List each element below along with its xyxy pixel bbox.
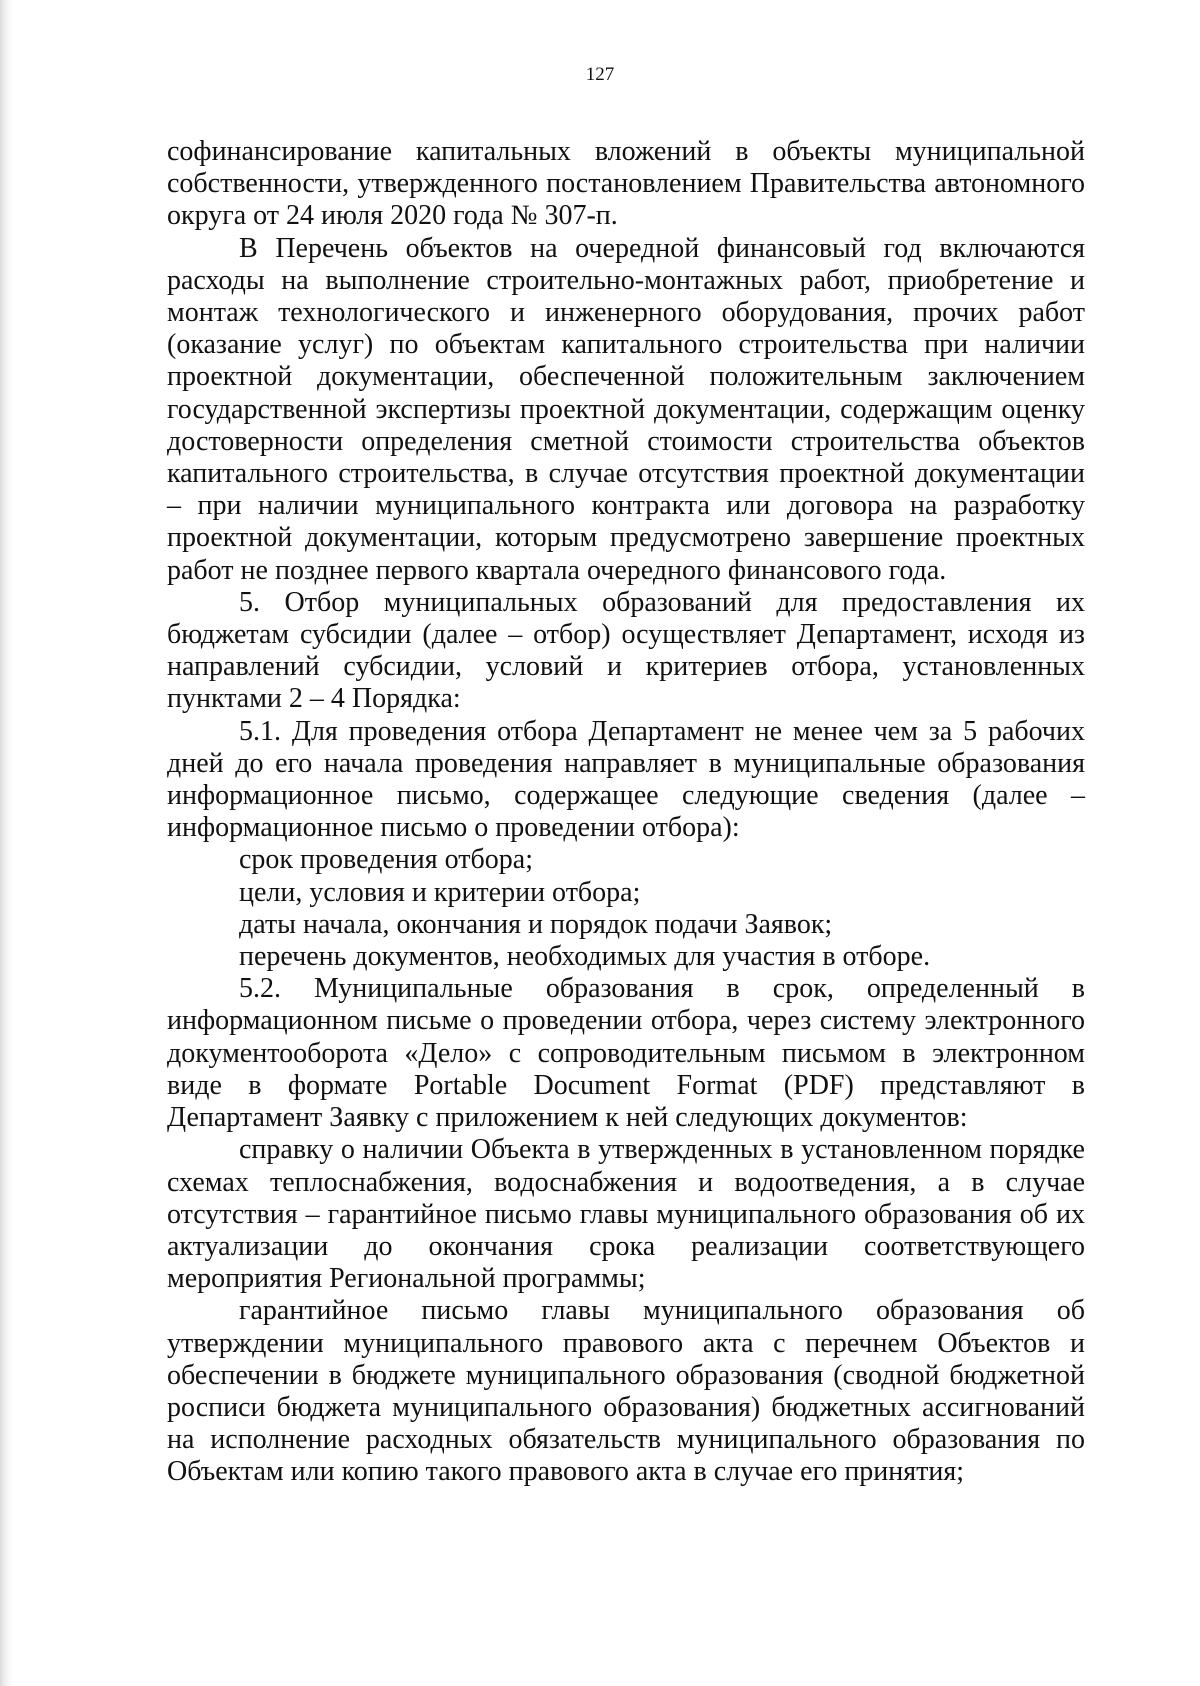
document-body bbox=[167, 136, 1085, 1489]
list-item-documents-list: перечень документов, необходимых для участия в отборе. bbox=[239, 941, 931, 973]
paragraph-item-5-2: 5.2. Муниципальные образования в срок, определенный в информационном письме о проведении отбора, через систему электронного документооборота «Дело» с сопроводительным письмом в электронном виде в формате Portable Document Format (PDF) представляют в Департамент Заявку с приложением к ней следующих документов: bbox=[167, 973, 1085, 1134]
scan-edge-shadow bbox=[0, 0, 14, 1686]
paragraph-item-5-1: 5.1. Для проведения отбора Департамент не менее чем за 5 рабочих дней до его начала проведения направляет в муниципальные образования информационное письмо, содержащее следующие сведения (далее – информационное письмо о проведении отбора): bbox=[167, 715, 1085, 844]
list-item-goals-conditions: цели, условия и критерии отбора; bbox=[239, 876, 641, 908]
paragraph-object-list: В Перечень объектов на очередной финансовый год включаются расходы на выполнение строительно-монтажных работ, приобретение и монтаж технологического и инженерного оборудования, прочих работ (оказание услуг) по объектам капитального строительства при наличии проектной документации, обеспеченной положительным заключением государственной экспертизы проектной документации, содержащим оценку достоверности определения сметной стоимости строительства объектов капитального строительства, в случае отсутствия проектной документации – при наличии муниципального контракта или договора на разработку проектной документации, которым предусмотрено завершение проектных работ не позднее первого квартала очередного финансового года. bbox=[167, 232, 1085, 586]
list-item-application-dates: даты начала, окончания и порядок подачи Заявок; bbox=[239, 908, 833, 940]
list-item-guarantee-letter: гарантийное письмо главы муниципального образования об утверждении муниципального правового акта с перечнем Объектов и обеспечении в бюджете муниципального образования (сводной бюджетной росписи бюджета муниципального образования) бюджетных ассигнований на исполнение расходных обязательств муниципального образования по Объектам или копию такого правового акта в случае его принятия; bbox=[167, 1295, 1085, 1488]
list-item-object-certificate: справку о наличии Объекта в утвержденных в установленном порядке схемах теплоснабжения, водоснабжения и водоотведения, а в случае отсутствия – гарантийное письмо главы муниципального образования об их актуализации до окончания срока реализации соответствующего мероприятия Региональной программы; bbox=[167, 1134, 1085, 1295]
paragraph-item-5: 5. Отбор муниципальных образований для предоставления их бюджетам субсидии (далее – отбор) осуществляет Департамент, исходя из направлений субсидии, условий и критериев отбора, установленных пунктами 2 – 4 Порядка: bbox=[167, 586, 1085, 715]
page-number: 127 bbox=[585, 64, 615, 85]
paragraph-continuation: софинансирование капитальных вложений в объекты муниципальной собственности, утвержденного постановлением Правительства автономного округа от 24 июля 2020 года № 307-п. bbox=[167, 136, 1085, 232]
list-item-selection-period: срок проведения отбора; bbox=[239, 844, 533, 876]
